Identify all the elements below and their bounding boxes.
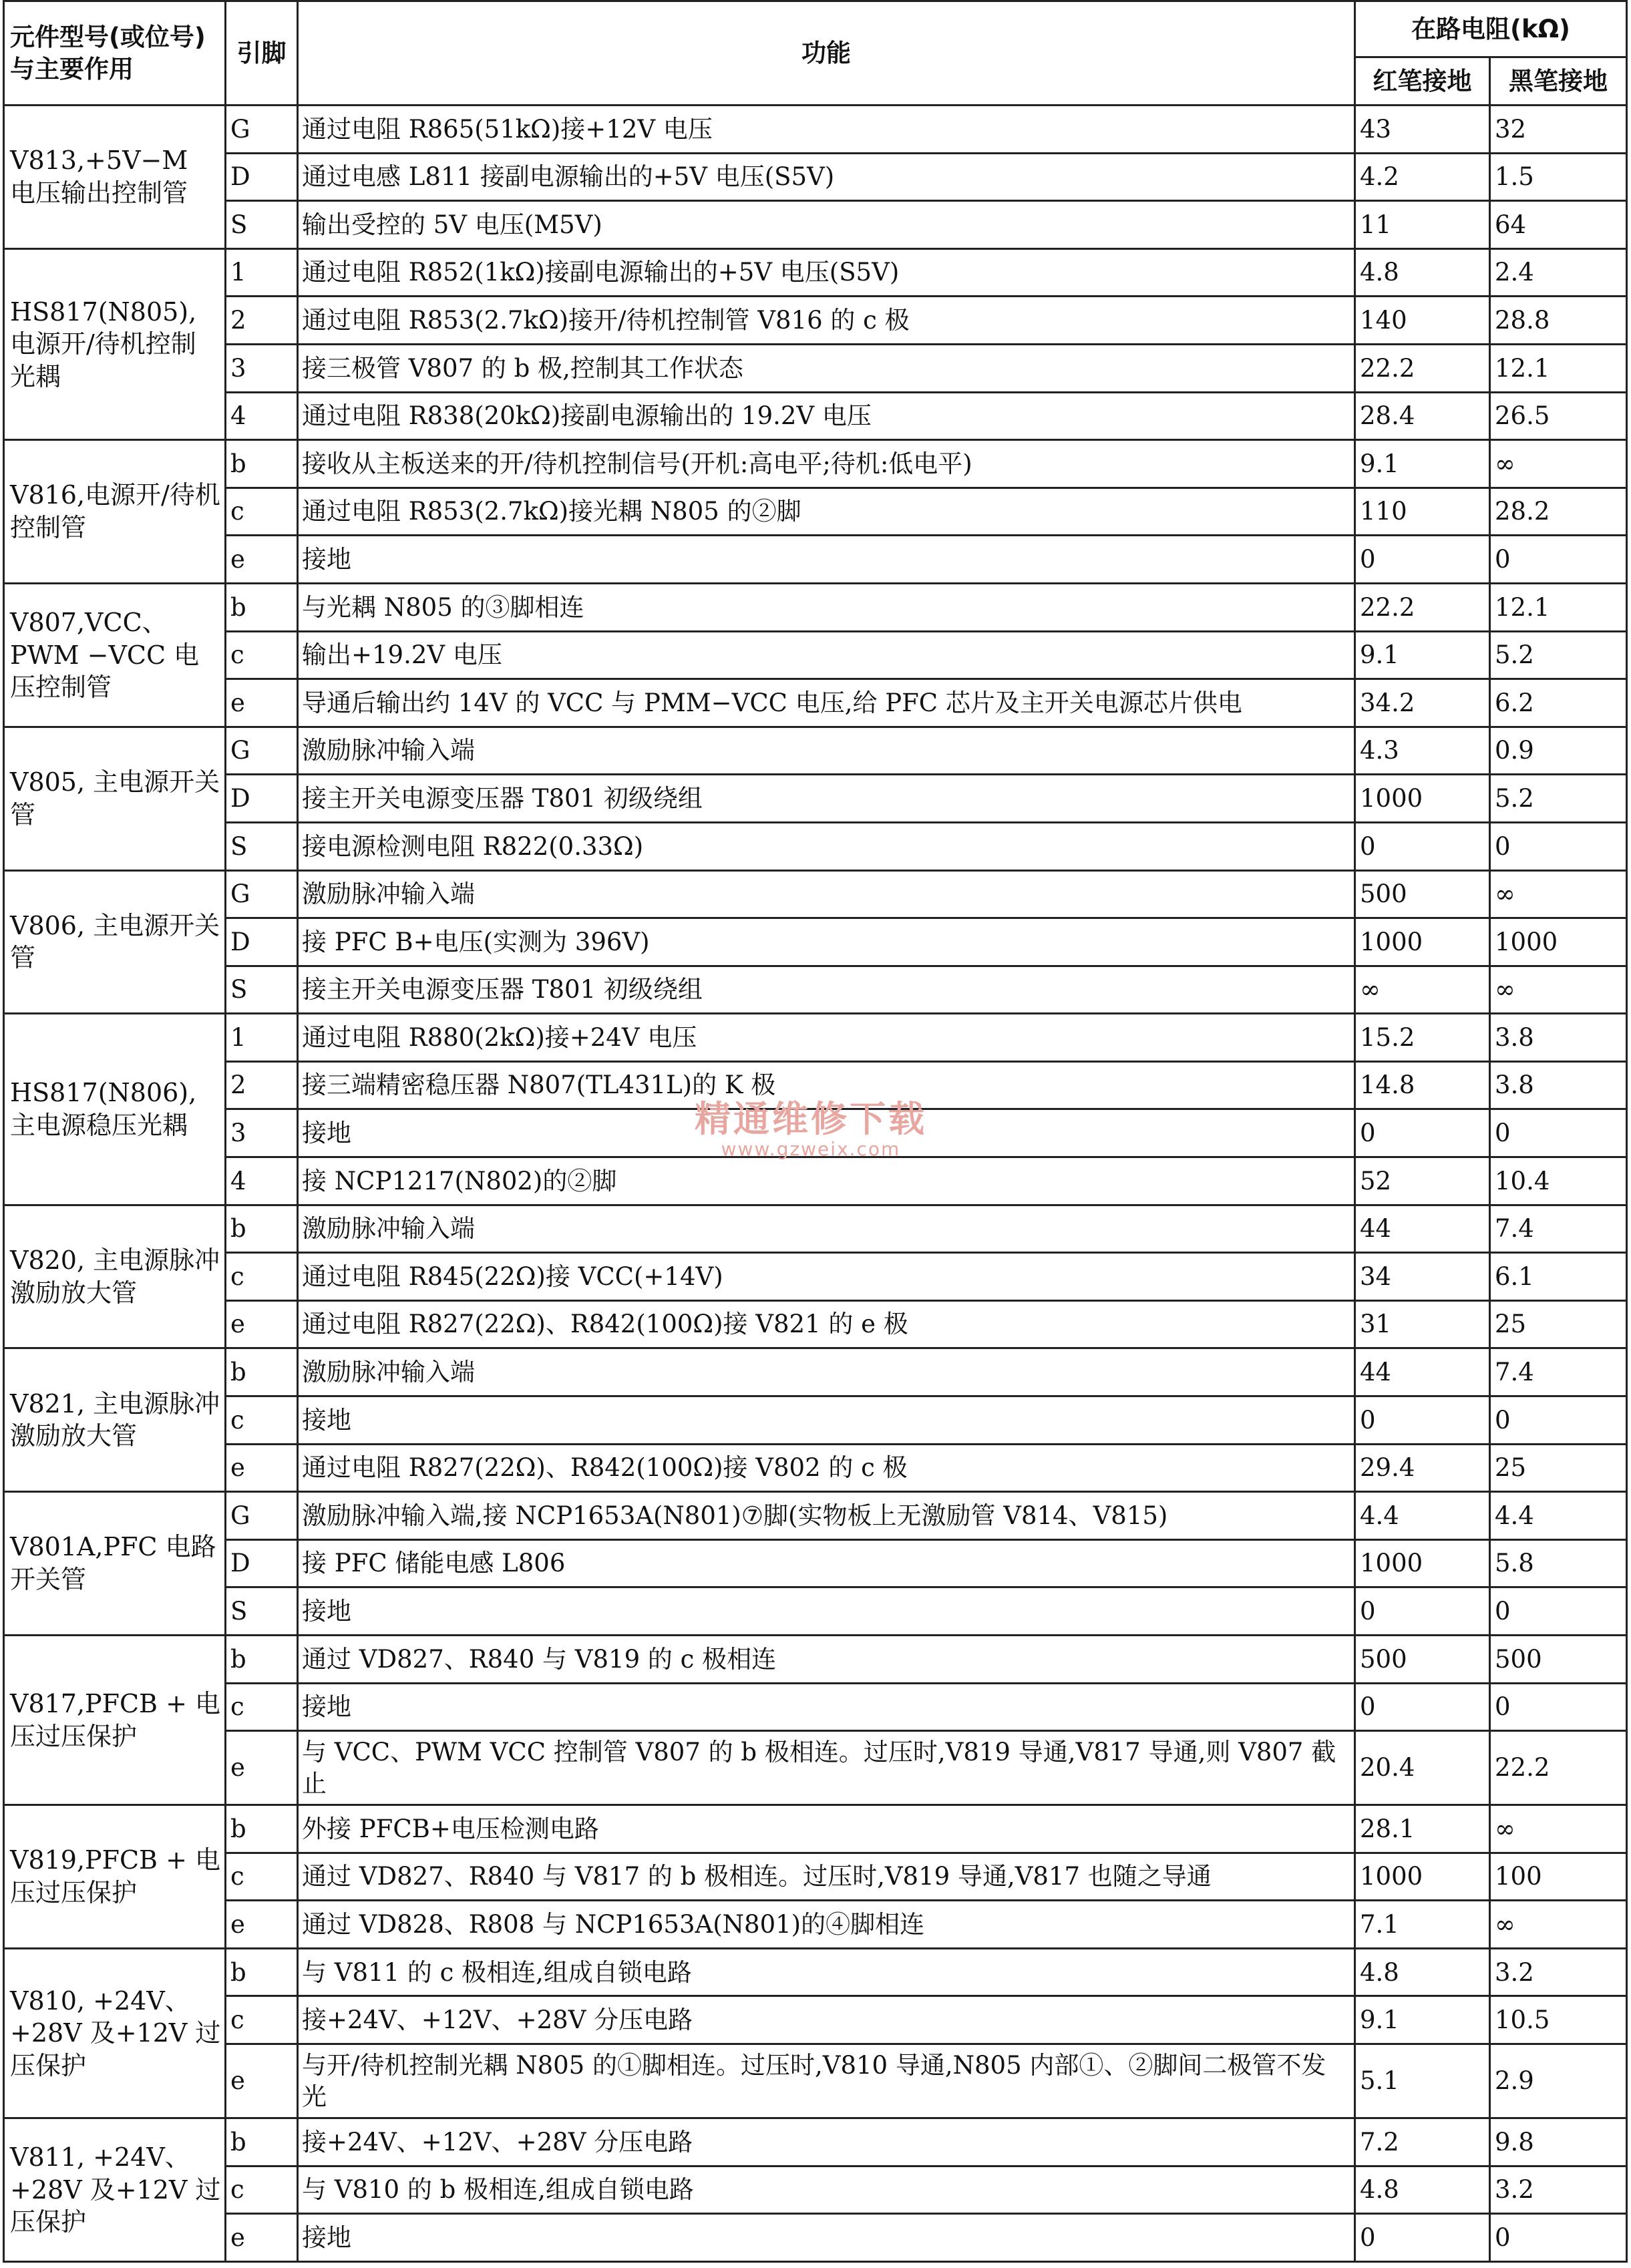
table-row <box>4 1348 1627 1396</box>
black-probe-cell: 10.4 <box>1490 1157 1627 1205</box>
black-probe-cell: 26.5 <box>1490 392 1627 440</box>
pin-cell: b <box>226 1205 298 1253</box>
black-probe-cell: 0 <box>1490 536 1627 584</box>
table-row <box>4 1205 1627 1253</box>
component-cell: V819,PFCB + 电压过压保护 <box>4 1805 226 1949</box>
resistance-table <box>3 0 1628 2263</box>
watermark-title: 精通维修下载 <box>695 1098 927 1140</box>
table-row <box>4 1683 1627 1731</box>
red-probe-cell: 1000 <box>1355 1853 1490 1901</box>
pin-cell: e <box>226 2214 298 2262</box>
black-probe-cell: 0 <box>1490 2214 1627 2262</box>
black-probe-cell: 6.1 <box>1490 1253 1627 1301</box>
red-probe-cell: 140 <box>1355 297 1490 345</box>
red-probe-cell: ∞ <box>1355 966 1490 1014</box>
red-probe-cell: 0 <box>1355 536 1490 584</box>
table-body <box>4 106 1627 2262</box>
pin-cell: e <box>226 1901 298 1949</box>
watermark-url: www.gzweix.com <box>721 1138 901 1160</box>
black-probe-cell: 7.4 <box>1490 1205 1627 1253</box>
header-component: 元件型号(或位号)与主要作用 <box>4 1 226 106</box>
table-row <box>4 1731 1627 1805</box>
function-cell: 接+24V、+12V、+28V 分压电路 <box>298 2118 1355 2166</box>
function-cell: 接地 <box>298 536 1355 584</box>
red-probe-cell: 5.1 <box>1355 2044 1490 2118</box>
table-row <box>4 536 1627 584</box>
black-probe-cell: 0 <box>1490 1683 1627 1731</box>
function-cell: 激励脉冲输入端 <box>298 727 1355 775</box>
function-cell: 输出受控的 5V 电压(M5V) <box>298 201 1355 249</box>
function-cell: 通过 VD827、R840 与 V817 的 b 极相连。过压时,V819 导通,V817 也随之导通 <box>298 1853 1355 1901</box>
pin-cell: c <box>226 1396 298 1445</box>
table-row <box>4 153 1627 201</box>
pin-cell: 4 <box>226 1157 298 1205</box>
table-row <box>4 1444 1627 1492</box>
pin-cell: e <box>226 1444 298 1492</box>
function-cell: 接地 <box>298 1109 1355 1157</box>
component-cell: V813,+5V−M 电压输出控制管 <box>4 106 226 249</box>
black-probe-cell: 2.9 <box>1490 2044 1627 2118</box>
table-row <box>4 2118 1627 2166</box>
red-probe-cell: 20.4 <box>1355 1731 1490 1805</box>
function-cell: 接主开关电源变压器 T801 初级绕组 <box>298 775 1355 823</box>
red-probe-cell: 0 <box>1355 1396 1490 1445</box>
table-row <box>4 106 1627 154</box>
table-row <box>4 631 1627 679</box>
black-probe-cell: 500 <box>1490 1636 1627 1684</box>
pin-cell: e <box>226 2044 298 2118</box>
function-cell: 通过电阻 R838(20kΩ)接副电源输出的 19.2V 电压 <box>298 392 1355 440</box>
component-cell: HS817(N805),电源开/待机控制光耦 <box>4 248 226 439</box>
red-probe-cell: 11 <box>1355 201 1490 249</box>
red-probe-cell: 31 <box>1355 1300 1490 1348</box>
red-probe-cell: 0 <box>1355 1587 1490 1636</box>
table-row <box>4 1636 1627 1684</box>
black-probe-cell: 9.8 <box>1490 2118 1627 2166</box>
component-cell: V817,PFCB + 电压过压保护 <box>4 1636 226 1805</box>
red-probe-cell: 15.2 <box>1355 1014 1490 1062</box>
red-probe-cell: 4.8 <box>1355 1948 1490 1996</box>
red-probe-cell: 28.4 <box>1355 392 1490 440</box>
table-row <box>4 1300 1627 1348</box>
black-probe-cell: ∞ <box>1490 1901 1627 1949</box>
table-row <box>4 392 1627 440</box>
function-cell: 接地 <box>298 1587 1355 1636</box>
table-row <box>4 201 1627 249</box>
table-row <box>4 1157 1627 1205</box>
red-probe-cell: 44 <box>1355 1348 1490 1396</box>
red-probe-cell: 0 <box>1355 1109 1490 1157</box>
pin-cell: S <box>226 201 298 249</box>
function-cell: 接 PFC 储能电感 L806 <box>298 1539 1355 1587</box>
pin-cell: c <box>226 488 298 536</box>
red-probe-cell: 34.2 <box>1355 679 1490 727</box>
table-row <box>4 727 1627 775</box>
table-row <box>4 2214 1627 2262</box>
function-cell: 通过电阻 R845(22Ω)接 VCC(+14V) <box>298 1253 1355 1301</box>
function-cell: 接地 <box>298 1683 1355 1731</box>
black-probe-cell: 32 <box>1490 106 1627 154</box>
component-cell: V820, 主电源脉冲激励放大管 <box>4 1205 226 1348</box>
function-cell: 接电源检测电阻 R822(0.33Ω) <box>298 822 1355 870</box>
red-probe-cell: 1000 <box>1355 1539 1490 1587</box>
pin-cell: b <box>226 583 298 631</box>
function-cell: 接 NCP1217(N802)的②脚 <box>298 1157 1355 1205</box>
function-cell: 激励脉冲输入端 <box>298 1348 1355 1396</box>
pin-cell: c <box>226 1996 298 2044</box>
table-row <box>4 488 1627 536</box>
function-cell: 接地 <box>298 1396 1355 1445</box>
pin-cell: b <box>226 440 298 488</box>
table-row <box>4 344 1627 392</box>
black-probe-cell: 0 <box>1490 1396 1627 1445</box>
pin-cell: D <box>226 775 298 823</box>
function-cell: 通过电阻 R853(2.7kΩ)接开/待机控制管 V816 的 c 极 <box>298 297 1355 345</box>
table-header <box>4 1 1627 106</box>
pin-cell: e <box>226 1300 298 1348</box>
black-probe-cell: ∞ <box>1490 966 1627 1014</box>
function-cell: 通过电阻 R852(1kΩ)接副电源输出的+5V 电压(S5V) <box>298 248 1355 297</box>
table-row <box>4 1901 1627 1949</box>
pin-cell: 2 <box>226 297 298 345</box>
function-cell: 接+24V、+12V、+28V 分压电路 <box>298 1996 1355 2044</box>
table-row <box>4 1061 1627 1109</box>
black-probe-cell: 64 <box>1490 201 1627 249</box>
component-cell: V816,电源开/待机控制管 <box>4 440 226 584</box>
black-probe-cell: 3.8 <box>1490 1014 1627 1062</box>
header-function: 功能 <box>298 1 1355 106</box>
pin-cell: D <box>226 153 298 201</box>
function-cell: 激励脉冲输入端 <box>298 1205 1355 1253</box>
header-pin: 引脚 <box>226 1 298 106</box>
function-cell: 接 PFC B+电压(实测为 396V) <box>298 918 1355 966</box>
black-probe-cell: 1.5 <box>1490 153 1627 201</box>
black-probe-cell: 100 <box>1490 1853 1627 1901</box>
pin-cell: e <box>226 1731 298 1805</box>
red-probe-cell: 9.1 <box>1355 1996 1490 2044</box>
table-row <box>4 1396 1627 1445</box>
red-probe-cell: 9.1 <box>1355 631 1490 679</box>
black-probe-cell: 3.2 <box>1490 1948 1627 1996</box>
red-probe-cell: 4.3 <box>1355 727 1490 775</box>
pin-cell: D <box>226 1539 298 1587</box>
function-cell: 激励脉冲输入端 <box>298 870 1355 918</box>
pin-cell: 1 <box>226 248 298 297</box>
black-probe-cell: 28.2 <box>1490 488 1627 536</box>
black-probe-cell: 7.4 <box>1490 1348 1627 1396</box>
function-cell: 激励脉冲输入端,接 NCP1653A(N801)⑦脚(实物板上无激励管 V814、V815) <box>298 1492 1355 1540</box>
pin-cell: e <box>226 536 298 584</box>
red-probe-cell: 7.2 <box>1355 2118 1490 2166</box>
function-cell: 接主开关电源变压器 T801 初级绕组 <box>298 966 1355 1014</box>
function-cell: 通过电阻 R827(22Ω)、R842(100Ω)接 V821 的 e 极 <box>298 1300 1355 1348</box>
table-row <box>4 1253 1627 1301</box>
table-row <box>4 1853 1627 1901</box>
black-probe-cell: 25 <box>1490 1300 1627 1348</box>
table-row <box>4 2166 1627 2214</box>
function-cell: 接三极管 V807 的 b 极,控制其工作状态 <box>298 344 1355 392</box>
black-probe-cell: ∞ <box>1490 870 1627 918</box>
red-probe-cell: 4.4 <box>1355 1492 1490 1540</box>
pin-cell: G <box>226 1492 298 1540</box>
table-row <box>4 2044 1627 2118</box>
pin-cell: c <box>226 1253 298 1301</box>
black-probe-cell: 1000 <box>1490 918 1627 966</box>
pin-cell: 1 <box>226 1014 298 1062</box>
pin-cell: S <box>226 966 298 1014</box>
function-cell: 通过电阻 R865(51kΩ)接+12V 电压 <box>298 106 1355 154</box>
table-row <box>4 918 1627 966</box>
pin-cell: c <box>226 2166 298 2214</box>
pin-cell: D <box>226 918 298 966</box>
black-probe-cell: 3.2 <box>1490 2166 1627 2214</box>
table-row <box>4 583 1627 631</box>
red-probe-cell: 4.8 <box>1355 2166 1490 2214</box>
table-row <box>4 297 1627 345</box>
table-row <box>4 1996 1627 2044</box>
function-cell: 接收从主板送来的开/待机控制信号(开机:高电平;待机:低电平) <box>298 440 1355 488</box>
black-probe-cell: 28.8 <box>1490 297 1627 345</box>
black-probe-cell: 6.2 <box>1490 679 1627 727</box>
pin-cell: b <box>226 2118 298 2166</box>
table-row <box>4 1109 1627 1157</box>
function-cell: 导通后输出约 14V 的 VCC 与 PMM−VCC 电压,给 PFC 芯片及主开关电源芯片供电 <box>298 679 1355 727</box>
black-probe-cell: 25 <box>1490 1444 1627 1492</box>
function-cell: 与 V810 的 b 极相连,组成自锁电路 <box>298 2166 1355 2214</box>
function-cell: 与光耦 N805 的③脚相连 <box>298 583 1355 631</box>
black-probe-cell: 2.4 <box>1490 248 1627 297</box>
black-probe-cell: 0.9 <box>1490 727 1627 775</box>
function-cell: 通过 VD828、R808 与 NCP1653A(N801)的④脚相连 <box>298 1901 1355 1949</box>
function-cell: 接三端精密稳压器 N807(TL431L)的 K 极 <box>298 1061 1355 1109</box>
component-cell: V801A,PFC 电路开关管 <box>4 1492 226 1636</box>
table-row <box>4 870 1627 918</box>
black-probe-cell: 10.5 <box>1490 1996 1627 2044</box>
table-row <box>4 1014 1627 1062</box>
pin-cell: 2 <box>226 1061 298 1109</box>
red-probe-cell: 43 <box>1355 106 1490 154</box>
component-cell: V811, +24V、+28V 及+12V 过压保护 <box>4 2118 226 2262</box>
function-cell: 与 V811 的 c 极相连,组成自锁电路 <box>298 1948 1355 1996</box>
red-probe-cell: 4.2 <box>1355 153 1490 201</box>
table-row <box>4 248 1627 297</box>
red-probe-cell: 22.2 <box>1355 344 1490 392</box>
black-probe-cell: 0 <box>1490 1587 1627 1636</box>
pin-cell: 3 <box>226 344 298 392</box>
red-probe-cell: 0 <box>1355 2214 1490 2262</box>
red-probe-cell: 7.1 <box>1355 1901 1490 1949</box>
black-probe-cell: 12.1 <box>1490 583 1627 631</box>
red-probe-cell: 1000 <box>1355 775 1490 823</box>
red-probe-cell: 28.1 <box>1355 1805 1490 1853</box>
table-row <box>4 1948 1627 1996</box>
pin-cell: 4 <box>226 392 298 440</box>
pin-cell: G <box>226 870 298 918</box>
table-row <box>4 440 1627 488</box>
component-cell: V821, 主电源脉冲激励放大管 <box>4 1348 226 1492</box>
red-probe-cell: 14.8 <box>1355 1061 1490 1109</box>
black-probe-cell: 3.8 <box>1490 1061 1627 1109</box>
pin-cell: c <box>226 1853 298 1901</box>
red-probe-cell: 44 <box>1355 1205 1490 1253</box>
pin-cell: 3 <box>226 1109 298 1157</box>
pin-cell: b <box>226 1948 298 1996</box>
red-probe-cell: 500 <box>1355 1636 1490 1684</box>
pin-cell: S <box>226 1587 298 1636</box>
component-cell: V806, 主电源开关管 <box>4 870 226 1014</box>
header-resistance: 在路电阻(kΩ) <box>1355 1 1627 57</box>
red-probe-cell: 34 <box>1355 1253 1490 1301</box>
black-probe-cell: 0 <box>1490 822 1627 870</box>
black-probe-cell: 5.2 <box>1490 631 1627 679</box>
table-row <box>4 679 1627 727</box>
table-row <box>4 1587 1627 1636</box>
component-cell: HS817(N806),主电源稳压光耦 <box>4 1014 226 1205</box>
table-row <box>4 1492 1627 1540</box>
black-probe-cell: 12.1 <box>1490 344 1627 392</box>
function-cell: 接地 <box>298 2214 1355 2262</box>
red-probe-cell: 22.2 <box>1355 583 1490 631</box>
pin-cell: S <box>226 822 298 870</box>
pin-cell: G <box>226 727 298 775</box>
header-red-probe: 红笔接地 <box>1355 57 1490 106</box>
table-row <box>4 1805 1627 1853</box>
component-cell: V810, +24V、+28V 及+12V 过压保护 <box>4 1948 226 2118</box>
red-probe-cell: 1000 <box>1355 918 1490 966</box>
black-probe-cell: 4.4 <box>1490 1492 1627 1540</box>
red-probe-cell: 52 <box>1355 1157 1490 1205</box>
black-probe-cell: ∞ <box>1490 1805 1627 1853</box>
table-row <box>4 775 1627 823</box>
pin-cell: b <box>226 1348 298 1396</box>
function-cell: 通过电阻 R827(22Ω)、R842(100Ω)接 V802 的 c 极 <box>298 1444 1355 1492</box>
red-probe-cell: 110 <box>1355 488 1490 536</box>
black-probe-cell: 22.2 <box>1490 1731 1627 1805</box>
red-probe-cell: 9.1 <box>1355 440 1490 488</box>
function-cell: 外接 PFCB+电压检测电路 <box>298 1805 1355 1853</box>
red-probe-cell: 29.4 <box>1355 1444 1490 1492</box>
function-cell: 通过电阻 R853(2.7kΩ)接光耦 N805 的②脚 <box>298 488 1355 536</box>
function-cell: 输出+19.2V 电压 <box>298 631 1355 679</box>
function-cell: 通过电感 L811 接副电源输出的+5V 电压(S5V) <box>298 153 1355 201</box>
function-cell: 与开/待机控制光耦 N805 的①脚相连。过压时,V810 导通,N805 内部①、②脚间二极管不发光 <box>298 2044 1355 2118</box>
function-cell: 与 VCC、PWM VCC 控制管 V807 的 b 极相连。过压时,V819 导通,V817 导通,则 V807 截止 <box>298 1731 1355 1805</box>
pin-cell: b <box>226 1805 298 1853</box>
component-cell: V807,VCC、PWM −VCC 电压控制管 <box>4 583 226 727</box>
pin-cell: G <box>226 106 298 154</box>
pin-cell: c <box>226 631 298 679</box>
red-probe-cell: 0 <box>1355 822 1490 870</box>
red-probe-cell: 500 <box>1355 870 1490 918</box>
black-probe-cell: 5.8 <box>1490 1539 1627 1587</box>
table-row <box>4 966 1627 1014</box>
component-cell: V805, 主电源开关管 <box>4 727 226 870</box>
black-probe-cell: 0 <box>1490 1109 1627 1157</box>
red-probe-cell: 4.8 <box>1355 248 1490 297</box>
header-black-probe: 黑笔接地 <box>1490 57 1627 106</box>
function-cell: 通过电阻 R880(2kΩ)接+24V 电压 <box>298 1014 1355 1062</box>
red-probe-cell: 0 <box>1355 1683 1490 1731</box>
table-row <box>4 822 1627 870</box>
pin-cell: c <box>226 1683 298 1731</box>
pin-cell: e <box>226 679 298 727</box>
black-probe-cell: 5.2 <box>1490 775 1627 823</box>
function-cell: 通过 VD827、R840 与 V819 的 c 极相连 <box>298 1636 1355 1684</box>
black-probe-cell: ∞ <box>1490 440 1627 488</box>
pin-cell: b <box>226 1636 298 1684</box>
table-row <box>4 1539 1627 1587</box>
